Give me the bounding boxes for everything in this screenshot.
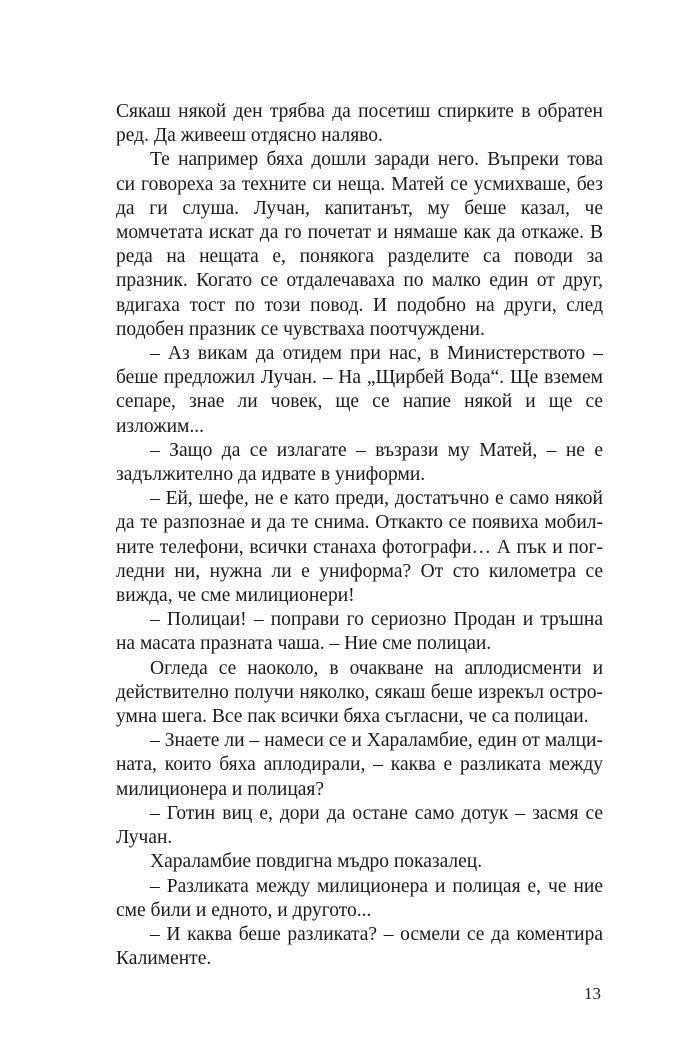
paragraph: Те например бяха дошли заради него. Въпреки това си говореха за техните си неща. Матей се усмихваше, без да ги слуша. Лучан, капитанът, му беше казал, че момчетата искат да го почетат и нямаше как да откаже. В реда на нещата е, понякога разделите са поводи за празник. Когато се отдалечаваха по малко един от друг, вдигаха тост по този повод. И подобно на други, след подобен празник се чувстваха поотчуждени. bbox=[116, 149, 603, 340]
paragraph: – Полицаи! – поправи го сериозно Продан и тръшна на масата празната чаша. – Ние сме полицаи. bbox=[116, 609, 603, 655]
paragraph: Огледа се наоколо, в очакване на аплодисменти и действително получи няколко, сякаш беше изрекъл остроумна шега. Все пак всички бяха съгласни, че са полицаи. bbox=[116, 657, 603, 728]
page-number: 13 bbox=[584, 984, 601, 1003]
paragraph: – Ей, шефе, не е като преди, достатъчно е само някой да те разпознае и да те снима. Откакто се появиха мобилните телефони, всички станаха фотографи… А пък и погледни ни, нужна ли е униформа? От сто километра се вижда, че сме милиционери! bbox=[116, 488, 603, 607]
body-text bbox=[116, 100, 603, 971]
paragraph: Сякаш някой ден трябва да посетиш спирките в обратен ред. Да живееш отдясно наляво. bbox=[116, 101, 603, 147]
paragraph: – Разликата между милиционера и полицая е, че ние сме били и едното, и другото... bbox=[116, 875, 603, 921]
paragraph: Хараламбие повдигна мъдро показалец. bbox=[150, 851, 483, 873]
paragraph: – И каква беше разликата? – осмели се да коментира Калименте. bbox=[116, 923, 603, 970]
paragraph: – Знаете ли – намеси се и Хараламбие, един от малцината, които бяха аплодирали, – каква е разликата между милиционера и полицая? bbox=[116, 730, 603, 800]
paragraph: – Защо да се излагате – възрази му Матей, – не е задължително да идвате в униформи. bbox=[116, 439, 603, 486]
paragraph: – Готин виц е, дори да остане само дотук – засмя се Лучан. bbox=[116, 802, 603, 849]
paragraph: – Аз викам да отидем при нас, в Министерството – беше предложил Лучан. – На „Щирбей Вода“. Ще вземем сепаре, знае ли човек, ще се напие някой и ще се изложим... bbox=[116, 343, 603, 437]
